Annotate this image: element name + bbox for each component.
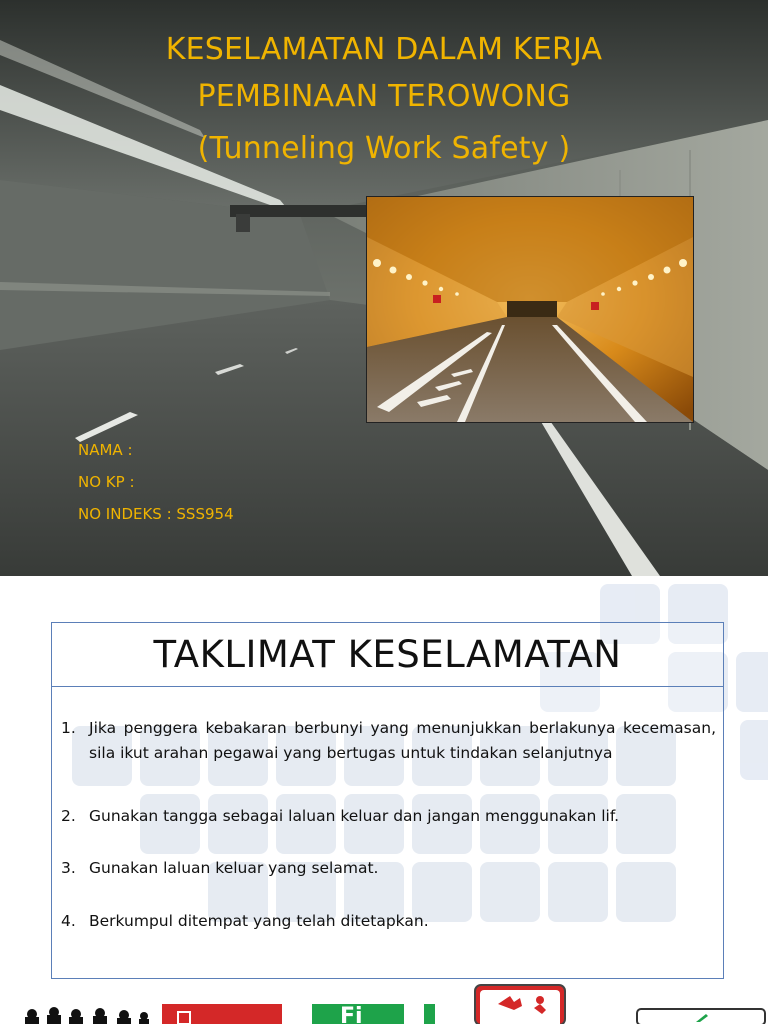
list-item-text: Jika penggera kebakaran berbunyi yang menunjukkan berlakunya kecemasan, sila ikut arahan pegawai yang bertugas untuk tindakan selanjutnya [89, 719, 716, 762]
index-number-label: NO INDEKS : SSS954 [78, 505, 234, 523]
list-item [61, 909, 716, 934]
briefing-table [51, 622, 724, 979]
title-line-3: (Tunneling Work Safety ) [197, 131, 571, 166]
crowd-silhouette-icon [20, 1006, 150, 1024]
title-line-1: KESELAMATAN DALAM KERJA [165, 32, 603, 67]
id-number-label: NO KP : [78, 473, 135, 491]
list-item-number: 3. [61, 859, 76, 877]
list-item [61, 856, 716, 881]
list-item-text: Gunakan tangga sebagai laluan keluar dan jangan menggunakan lif. [89, 807, 620, 825]
list-item-number: 1. [61, 719, 76, 737]
list-item [61, 804, 716, 829]
list-item-number: 4. [61, 912, 76, 930]
briefing-heading: TAKLIMAT KESELAMATAN [52, 623, 723, 687]
tunnel-photo [366, 196, 694, 423]
list-item-text: Gunakan laluan keluar yang selamat. [89, 859, 379, 877]
fire-alarm-sign-icon [162, 1004, 282, 1024]
list-item [61, 716, 716, 766]
list-item-number: 2. [61, 807, 76, 825]
title-line-2: PEMBINAAN TEROWONG [197, 79, 571, 114]
exit-arrow-icon [404, 1004, 424, 1024]
student-name-label: NAMA : [78, 441, 133, 459]
fire-exit-sign [312, 1004, 435, 1024]
list-item-text: Berkumpul ditempat yang telah ditetapkan. [89, 912, 429, 930]
fire-exit-sign-text: Fi [340, 1004, 363, 1024]
exit-direction-sign-icon [636, 1008, 766, 1024]
safety-briefing-slide [0, 576, 768, 1024]
no-lift-sign-icon [474, 984, 566, 1024]
